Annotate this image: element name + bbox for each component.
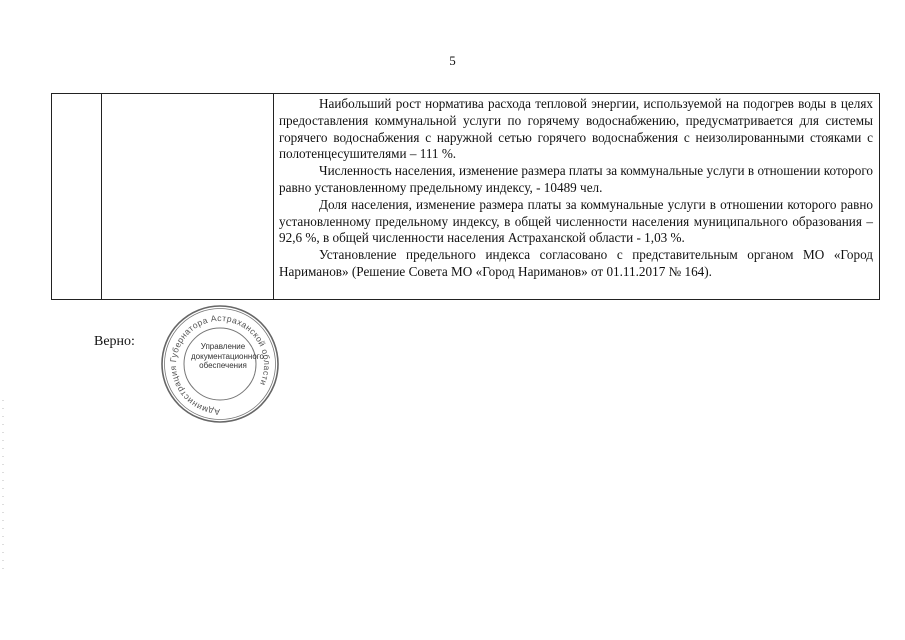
- seal-inner-line: документационного: [191, 351, 264, 361]
- scan-margin-marks: [2, 400, 4, 570]
- seal-outer-text: Администрация Губернатора Астраханской области: [167, 312, 273, 418]
- table-column-description: [274, 94, 879, 299]
- seal-inner-text: [191, 342, 264, 371]
- paragraph-population-count: Численность населения, изменение размера платы за коммунальные услуги в отношении которого равно установленному предельному индексу, - 10489 чел.: [279, 163, 873, 195]
- paragraph-norm-growth: Наибольший рост норматива расхода тепловой энергии, используемой на подогрев воды в целях предоставления коммунальной услуги по горячему водоснабжению, предусматривается для системы горячего водоснабжения с наружной сетью горячего водоснабжения с неизолированными стояками с полотенцесушителями – 111 %.: [279, 96, 873, 162]
- verno-label: Верно:: [94, 334, 135, 349]
- paragraph-population-share: Доля населения, изменение размера платы за коммунальные услуги в отношении которого равно установленному предельному индексу, в общей численности населения муниципального образования – 92,6 %, в общей численности населения Астраханской области - 1,03 %.: [279, 196, 873, 246]
- seal-inner-line: обеспечения: [199, 361, 247, 370]
- table-column-number: [52, 94, 102, 299]
- paragraph-approval: Установление предельного индекса согласовано с представительным органом МО «Город Нариманов» (Решение Совета МО «Город Нариманов» от 01.11.2017 № 164).: [279, 247, 873, 279]
- seal-inner-line: Управление: [200, 342, 246, 351]
- content-table: [51, 93, 880, 300]
- official-seal: [155, 302, 285, 427]
- page-number: 5: [449, 53, 456, 68]
- table-column-name: [102, 94, 274, 299]
